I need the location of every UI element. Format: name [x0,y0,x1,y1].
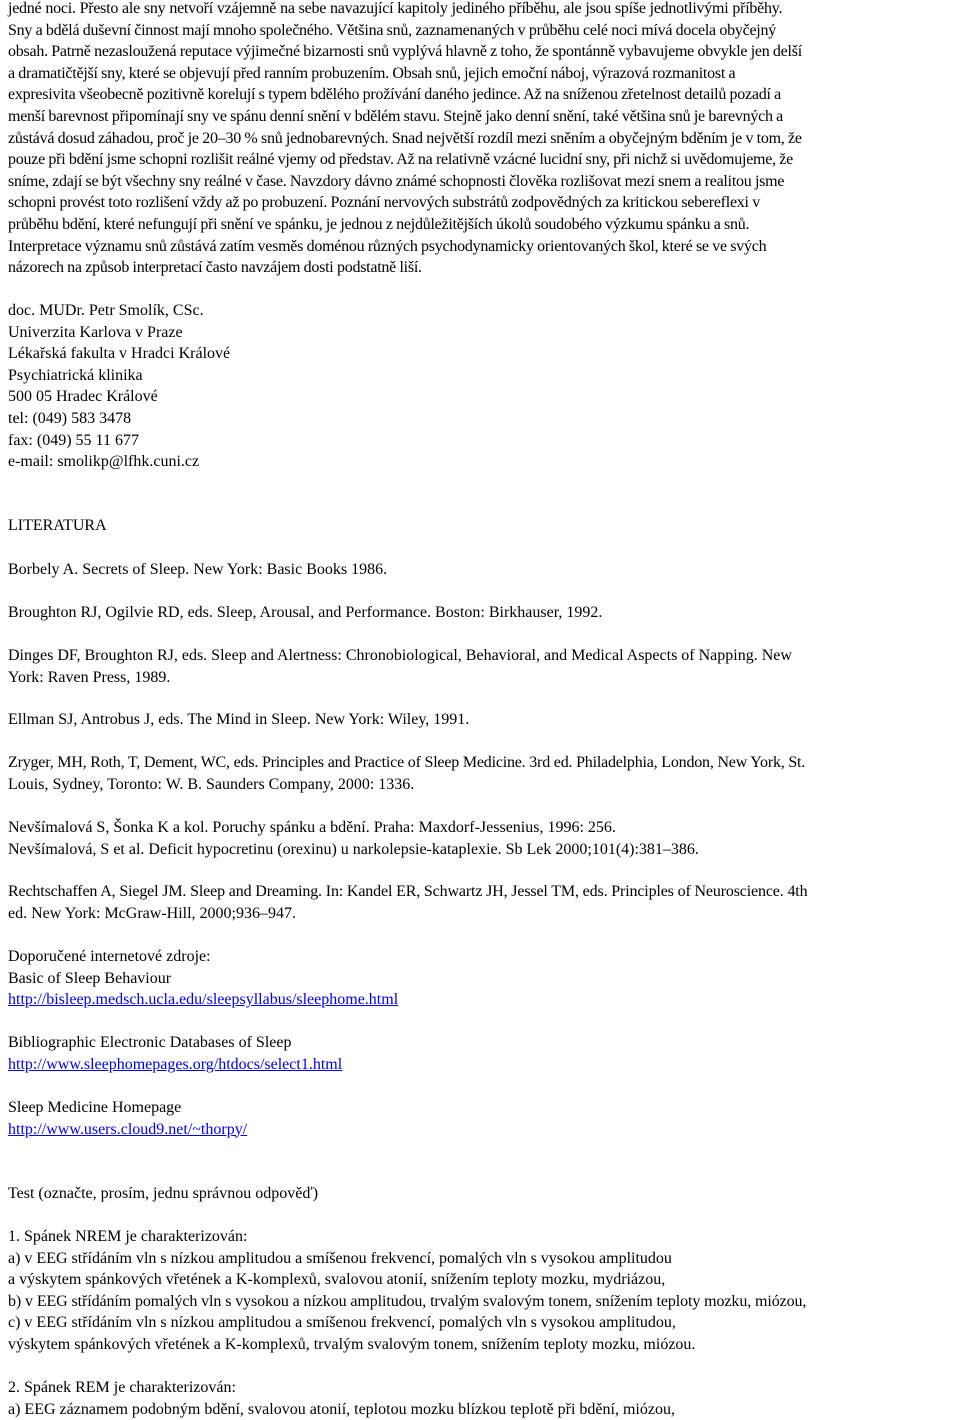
author-address [8,300,956,473]
answer-line: c) v EEG střídáním vln s nízkou amplitudou a smíšenou frekvencí, pomalých vln s vysokou amplitudou, [8,1314,676,1332]
reference-item [8,559,956,581]
reference-line: Ellman SJ, Antrobus J, eds. The Mind in Sleep. New York: Wiley, 1991. [8,711,470,728]
resources-section [8,1032,956,1075]
intro-line: průběhu bdění, které nefungují při snění ve spánku, je jednou z nejdůležitějších úkolů soudobého výzkumu spánku a snů. [8,215,750,233]
literature-heading [8,515,956,537]
intro-line: sníme, zdají se být všechny sny reálné v čase. Navzdory dávno známé schopnosti člověka rozlišovat mezi snem a realitou jsme [8,172,785,190]
reference-line: Nevšímalová, S et al. Deficit hypocretinu (orexinu) u narkolepsie-kataplexie. Sb Lek 2000;101(4):381–386. [8,840,699,858]
intro-line: menší barevnost připomínají sny ve spánu denní snění v bdělém stavu. Stejně jako denní snění, také většina snů je barevných a [8,107,784,125]
reference-line: Louis, Sydney, Toronto: W. B. Saunders Company, 2000: 1336. [8,775,415,793]
resources-section [8,946,956,1011]
literature-heading-text: LITERATURA [8,517,107,534]
reference-line: Broughton RJ, Ogilvie RD, eds. Sleep, Arousal, and Performance. Boston: Birkhauser, 1992. [8,604,603,621]
author-address-line: 500 05 Hradec Králové [8,388,158,406]
resource-link[interactable]: http://www.sleephomepages.org/htdocs/select1.html [8,1055,343,1073]
question-text: 2. Spánek REM je charakterizován: [8,1379,236,1396]
author-tel: tel: (049) 583 3478 [8,409,132,427]
author-faculty: Lékařská fakulta v Hradci Králové [8,345,231,363]
test-question-1 [8,1226,956,1356]
intro-line: zůstává dosud záhadou, proč je 20–30 % snů jednobarevných. Snad největší rozdíl mezi sněním a obyčejným bděním je v tom, že [8,129,802,147]
intro-line: názorech na způsob interpretací často navzájem dosti podstatně liší. [8,259,422,277]
answer-line: a výskytem spánkových vřetének a K-komplexů, svalovou atonií, snížením teploty mozku, mydriázou, [8,1271,666,1289]
resource-title: Bibliographic Electronic Databases of Sleep [8,1034,292,1051]
resource-title: Basic of Sleep Behaviour [8,969,172,987]
intro-line: schopni provést toto rozlišení vždy až po probuzení. Poznání nervových substrátů zodpovědných za kritickou sebereflexi v [8,194,760,212]
resources-section [8,1097,956,1140]
reference-item [8,881,956,924]
reference-line: York: Raven Press, 1989. [8,668,171,686]
reference-line: Borbely A. Secrets of Sleep. New York: Basic Books 1986. [8,561,388,578]
author-university: Univerzita Karlova v Praze [8,323,183,341]
intro-paragraph [8,0,956,279]
author-email: e-mail: smolikp@lfhk.cuni.cz [8,453,200,471]
reference-line: Rechtschaffen A, Siegel JM. Sleep and Dreaming. In: Kandel ER, Schwartz JH, Jessel TM, eds. Principles of Neuroscience. 4th [8,883,808,900]
intro-line: jedné noci. Přesto ale sny netvoří vzájemně na sebe navazující kapitoly jediného příběhu, ale jsou spíše jednotlivými příběhy. [8,0,783,17]
test-heading-text: Test (označte, prosím, jednu správnou odpověď) [8,1185,319,1202]
reference-line: Dinges DF, Broughton RJ, eds. Sleep and Alertness: Chronobiological, Behavioral, and Medical Aspects of Napping. New [8,647,792,664]
resource-title: Sleep Medicine Homepage [8,1099,182,1116]
test-heading [8,1183,956,1205]
intro-line: a dramatičtější sny, které se objevují před ranním probuzením. Obsah snů, jejich emoční náboj, výrazová rozmanitost a [8,64,736,82]
intro-line: obsah. Patrně nezasloužená reputace výjimečné bizarnosti snů vyplývá hlavně z toho, že spontánně vybavujeme obvykle jen delší [8,43,802,61]
resources-heading: Doporučené internetové zdroje: [8,948,211,965]
answer-line: b) v EEG střídáním pomalých vln s vysokou a nízkou amplitudou, trvalým svalovým tonem, snížením teploty mozku, miózou, [8,1292,807,1310]
answer-line: a) v EEG střídáním vln s nízkou amplitudou a smíšenou frekvencí, pomalých vln s vysokou amplitudou [8,1249,672,1267]
resource-link[interactable]: http://bisleep.medsch.ucla.edu/sleepsyllabus/sleephome.html [8,991,399,1009]
resource-link[interactable]: http://www.users.cloud9.net/~thorpy/ [8,1120,248,1138]
answer-line: výskytem spánkových vřetének a K-komplexů, trvalým svalovým tonem, snížením teploty mozku, miózou. [8,1335,696,1353]
intro-line: Sny a bdělá duševní činnost mají mnoho společného. Většina snů, zaznamenaných v průběhu celé noci mívá docela obyčejný [8,21,776,39]
intro-line: Interpretace významu snů zůstává zatím vesměs doménou různých psychodynamicky orientovaných škol, které se ve svých [8,237,767,255]
reference-line: Zryger, MH, Roth, T, Dement, WC, eds. Principles and Practice of Sleep Medicine. 3rd ed. Philadelphia, London, New York, St. [8,754,806,771]
reference-item [8,709,956,731]
reference-item [8,602,956,624]
reference-line: ed. New York: McGraw-Hill, 2000;936–947. [8,904,296,922]
answer-line: a) EEG záznamem podobným bdění, svalovou atonií, teplotou mozku blízkou teplotě při bdění, miózou, [8,1400,675,1418]
intro-line: pouze při bdění jsme schopni rozlišit reálné vjemy od představ. Až na relativně vzácné lucidní sny, při nichž si uvědomujeme, že [8,151,794,169]
reference-item [8,817,956,860]
question-text: 1. Spánek NREM je charakterizován: [8,1228,248,1245]
author-name: doc. MUDr. Petr Smolík, CSc. [8,302,204,319]
intro-line: expresivita všeobecně pozitivně korelují s typem bdělého prožívání daného jedince. Až na sníženou zřetelnost detailů pozadí a [8,86,782,104]
reference-line: Nevšímalová S, Šonka K a kol. Poruchy spánku a bdění. Praha: Maxdorf-Jessenius, 1996: 256. [8,819,616,836]
author-clinic: Psychiatrická klinika [8,366,143,384]
reference-item [8,752,956,795]
test-question-2 [8,1377,956,1420]
author-fax: fax: (049) 55 11 677 [8,431,139,449]
reference-item [8,645,956,688]
